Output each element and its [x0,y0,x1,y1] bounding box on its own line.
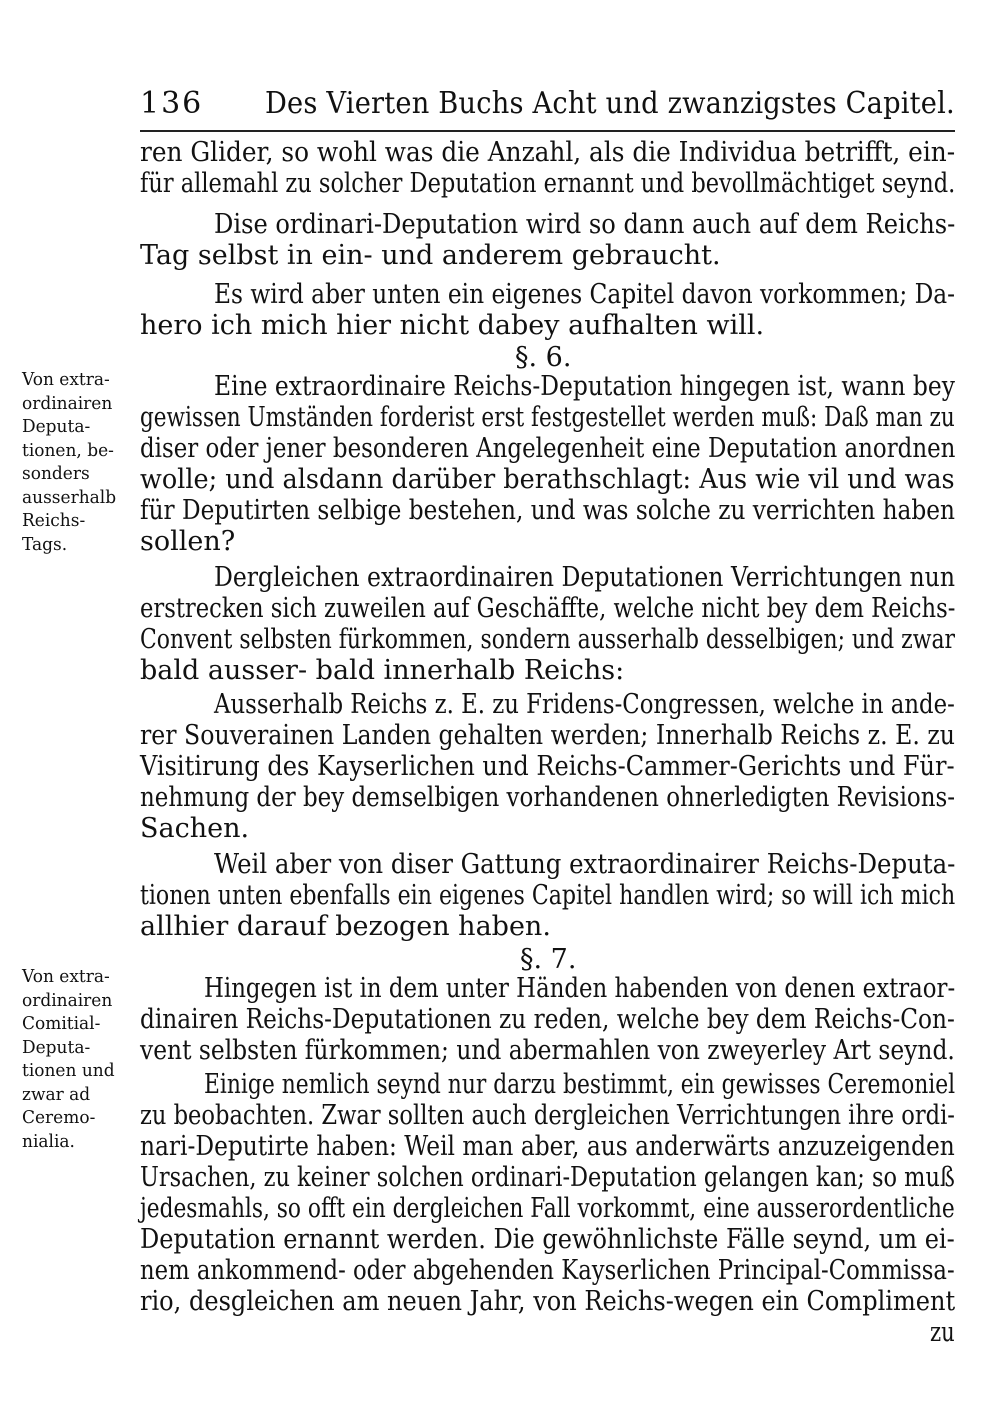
text-line: für Deputirten selbige bestehen, und was solche zu verrichten haben [140,495,955,526]
text-line: Es wird aber unten ein eigenes Capitel davon vorkommen; Da- [214,279,956,310]
text-line: Deputation ernannt werden. Die gewöhnlichste Fälle seynd, um ei- [140,1224,955,1255]
margin-note-line: sonders [22,463,90,484]
text-line: allhier darauf bezogen haben. [140,911,551,942]
text-line: Dise ordinari-Deputation wird so dann auch auf dem Reichs- [214,209,956,240]
margin-note-line: Comitial- [22,1013,101,1034]
text-line: Dergleichen extraordinairen Deputationen Verrichtungen nun [214,562,956,593]
running-title: Des Vierten Buchs Acht und zwanzigstes Capitel. [265,86,955,121]
text-line: wolle; und alsdann darüber berathschlagt: Aus wie vil und was [140,464,955,495]
text-line: tionen unten ebenfalls ein eigenes Capitel handlen wird; so will ich mich [140,880,956,911]
margin-note-line: nialia. [22,1130,75,1152]
text-line: Tag selbst in ein- und anderem gebraucht. [140,240,721,271]
text-line: Eine extraordinaire Reichs-Deputation hingegen ist, wann bey [214,371,955,402]
margin-note-line: Ceremo- [22,1107,96,1128]
header-rule [140,130,955,132]
margin-note-line: Von extra- [22,369,110,390]
text-line: rer Souverainen Landen gehalten werden; Innerhalb Reichs z. E. zu [140,720,956,751]
text-line: Convent selbsten fürkommen, sondern ausserhalb desselbigen; und zwar [140,624,956,655]
margin-note [22,965,147,1153]
text-line: Hingegen ist in dem unter Händen habenden von denen extraor- [204,973,956,1004]
text-line: Ausserhalb Reichs z. E. zu Fridens-Congressen, welche in ande- [214,689,955,720]
page-number: 136 [140,86,204,121]
margin-note-line: Deputa- [22,1036,91,1058]
margin-note-line: tionen und [22,1060,115,1081]
text-line: jedesmahls, so offt ein dergleichen Fall vorkommt, eine ausserordentliche [140,1193,955,1224]
text-line: nem ankommend- oder abgehenden Kayserlichen Principal-Commissa- [140,1255,955,1286]
margin-note-line: Von extra- [22,966,110,987]
text-line: erstrecken sich zuweilen auf Geschäffte, welche nicht bey dem Reichs- [140,593,956,624]
margin-note-line: ordinairen [22,392,113,414]
margin-note-line: Tags. [22,533,68,555]
margin-note-line: Deputa- [22,416,91,437]
margin-note [22,368,147,556]
page-header [140,82,955,126]
text-line: Weil aber von diser Gattung extraordinairer Reichs-Deputa- [214,849,956,880]
catchword: zu [930,1317,955,1348]
text-line: diser oder jener besonderen Angelegenheit eine Deputation anordnen [140,433,956,464]
text-line: bald ausser- bald innerhalb Reichs: [140,655,625,686]
margin-note-line: ausserhalb [22,486,117,508]
text-line: nehmung der bey demselbigen vorhandenen ohnerledigten Revisions- [140,782,956,813]
text-line: zu beobachten. Zwar sollten auch dergleichen Verrichtungen ihre ordi- [140,1100,955,1131]
text-line: gewissen Umständen forderist erst festgestellet werden muß: Daß man zu [140,402,955,433]
text-line: Sachen. [140,813,250,844]
text-line: Ursachen, zu keiner solchen ordinari-Deputation gelangen kan; so muß [140,1162,955,1193]
margin-note-line: zwar ad [22,1083,91,1105]
text-line: rio, desgleichen am neuen Jahr, von Reichs-wegen ein Compliment [140,1286,956,1317]
text-line: nari-Deputirte haben: Weil man aber, aus anderwärts anzuzeigenden [140,1131,955,1162]
text-line: ren Glider, so wohl was die Anzahl, als die Individua betrifft, ein- [140,137,956,168]
text-line: Visitirung des Kayserlichen und Reichs-Cammer-Gerichts und Für- [140,751,955,782]
section-heading: §. 7. [520,944,577,975]
text-line: vent selbsten fürkommen; und abermahlen von zweyerley Art seynd. [140,1035,955,1066]
margin-note-line: Reichs- [22,510,86,531]
margin-note-line: ordinairen [22,989,113,1011]
text-line: dinairen Reichs-Deputationen zu reden, welche bey dem Reichs-Con- [140,1004,955,1035]
margin-note-line: tionen, be- [22,439,114,461]
text-line: Einige nemlich seynd nur darzu bestimmt, ein gewisses Ceremoniel [204,1069,956,1100]
section-heading: §. 6. [515,342,572,373]
text-line: sollen? [140,526,236,557]
text-line: hero ich mich hier nicht dabey aufhalten will. [140,310,765,341]
text-line: für allemahl zu solcher Deputation ernannt und bevollmächtiget seynd. [140,168,956,199]
